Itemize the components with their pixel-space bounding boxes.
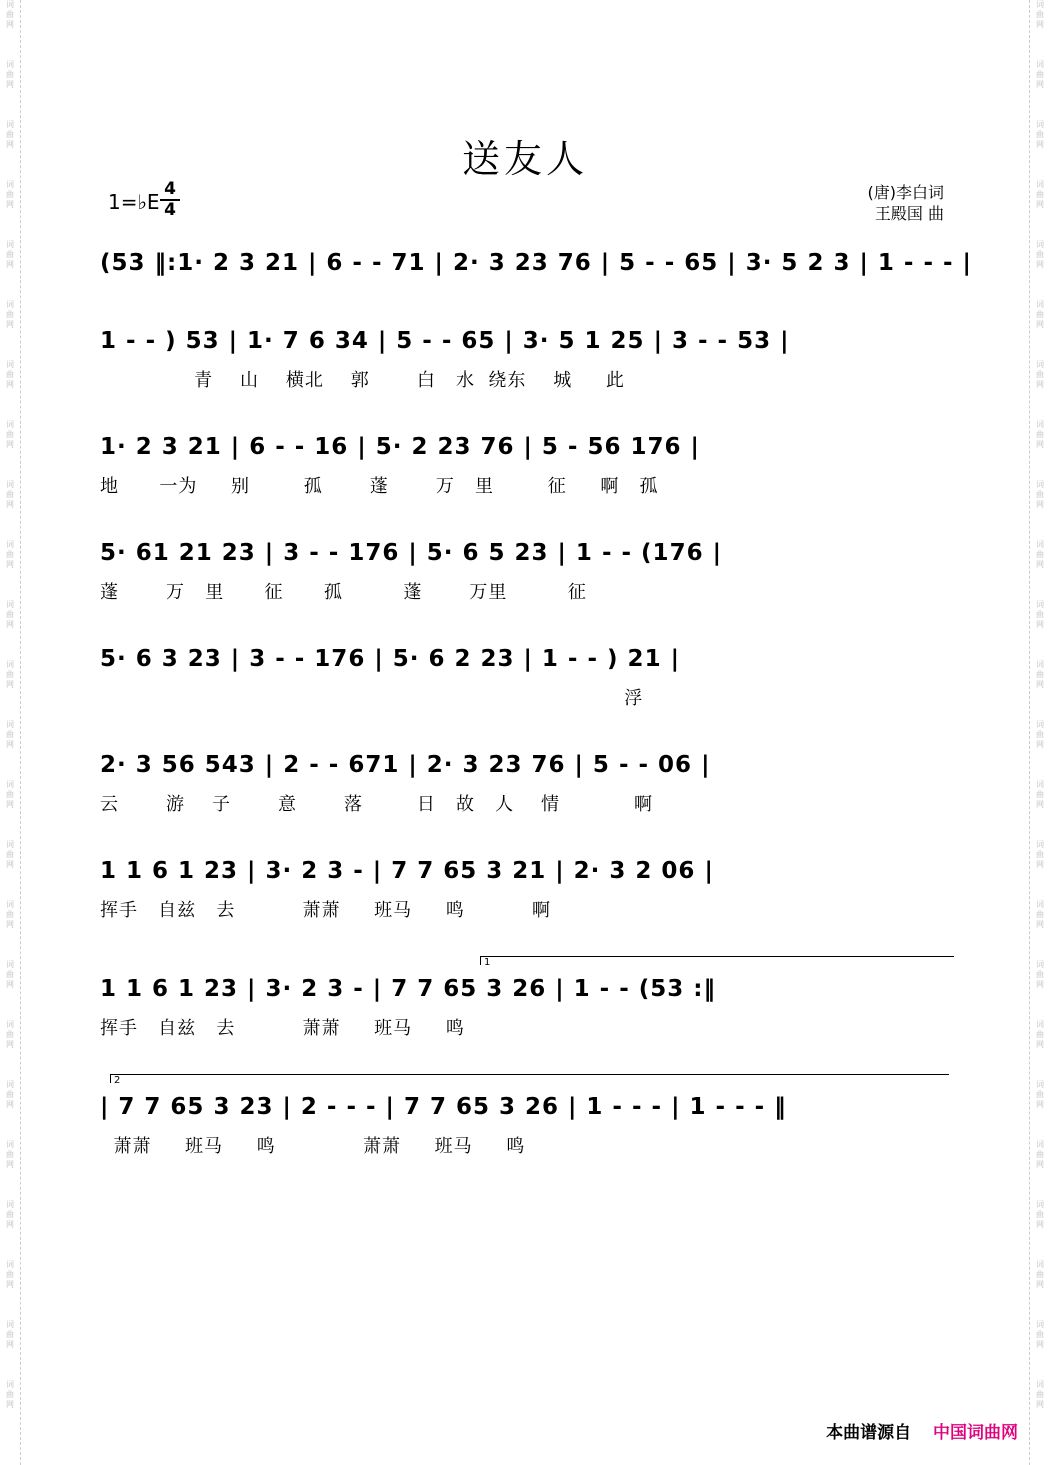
- score-row-7: [92, 848, 952, 921]
- lyrics-line: 萧萧 班马 鸣 萧萧 班马 鸣: [100, 1136, 526, 1157]
- score-row-4: [92, 530, 952, 603]
- watermark-stamp: 词 曲 网: [6, 1260, 14, 1289]
- watermark-stamp: 词 曲 网: [6, 240, 14, 269]
- lyricist: (唐)李白词: [867, 183, 944, 202]
- lyrics-line: 青 山 横北 郭 白 水 绕东 城 此: [100, 370, 625, 391]
- watermark-stamp: 词 曲 网: [6, 900, 14, 929]
- watermark-stamp: 词 曲 网: [6, 1080, 14, 1109]
- watermark-stamp: 词 曲 网: [1036, 120, 1044, 149]
- notes-line: 2· 3 56 543 | 2 - - 671 | 2· 3 23 76 | 5 - - 06 |: [100, 752, 711, 778]
- watermark-stamp: 词 曲 网: [1036, 780, 1044, 809]
- watermark-stamp: 词 曲 网: [1036, 1080, 1044, 1109]
- watermark-stamp: 词 曲 网: [1036, 660, 1044, 689]
- score-row-2: [92, 318, 952, 391]
- watermark-stamp: 词 曲 网: [6, 1140, 14, 1169]
- score-row-6: [92, 742, 952, 815]
- watermark-stamp: 词 曲 网: [6, 1320, 14, 1349]
- watermark-stamp: 词 曲 网: [1036, 1260, 1044, 1289]
- song-title: 送友人: [461, 137, 588, 181]
- notes-line: 5· 6 3 23 | 3 - - 176 | 5· 6 2 23 | 1 - - ) 21 |: [100, 646, 680, 672]
- watermark-stamp: 词 曲 网: [1036, 0, 1044, 29]
- time-signature: [160, 180, 180, 220]
- watermark-stamp: 词 曲 网: [6, 780, 14, 809]
- score-row-3: [92, 424, 952, 497]
- watermark-stamp: 词 曲 网: [6, 60, 14, 89]
- watermark-stamp: 词 曲 网: [1036, 1380, 1044, 1409]
- time-top: 4: [164, 179, 176, 199]
- watermark-stamp: 词 曲 网: [1036, 180, 1044, 209]
- watermark-stamp: 词 曲 网: [1036, 60, 1044, 89]
- watermark-stamp: 词 曲 网: [1036, 960, 1044, 989]
- watermark-stamp: 词 曲 网: [1036, 540, 1044, 569]
- volta-bracket-1: 1: [480, 956, 954, 965]
- watermark-stamp: 词 曲 网: [1036, 300, 1044, 329]
- watermark-stamp: 词 曲 网: [1036, 720, 1044, 749]
- watermark-stamp: 词 曲 网: [1036, 900, 1044, 929]
- watermark-stamp: 词 曲 网: [6, 300, 14, 329]
- watermark-stamp: 词 曲 网: [1036, 1200, 1044, 1229]
- notes-line: 1 1 6 1 23 | 3· 2 3 - | 7 7 65 3 21 | 2· 3 2 06 |: [100, 858, 714, 884]
- composer: 王殿国 曲: [874, 204, 944, 223]
- volta-bracket-2: 2: [110, 1074, 949, 1083]
- watermark-stamp: 词 曲 网: [1036, 840, 1044, 869]
- watermark-stamp: 词 曲 网: [6, 420, 14, 449]
- notes-line: 5· 61 21 23 | 3 - - 176 | 5· 6 5 23 | 1 - - (176 |: [100, 540, 722, 566]
- lyrics-line: 挥手 自兹 去 萧萧 班马 鸣 啊: [100, 900, 551, 921]
- watermark-stamp: 词 曲 网: [6, 600, 14, 629]
- watermark-stamp: 词 曲 网: [6, 360, 14, 389]
- footer-source-label: 本曲谱源自: [826, 1423, 912, 1443]
- source-footer: [826, 1418, 1018, 1443]
- watermark-stamp: 词 曲 网: [6, 1380, 14, 1409]
- lyrics-line: 地 一为 别 孤 蓬 万 里 征 啊 孤: [100, 476, 659, 497]
- watermark-stamp: 词 曲 网: [1036, 420, 1044, 449]
- score-row-5: [92, 636, 952, 709]
- time-bottom: 4: [160, 199, 180, 220]
- watermark-stamp: 词 曲 网: [6, 480, 14, 509]
- watermark-stamp: 词 曲 网: [1036, 1320, 1044, 1349]
- lyrics-line: 蓬 万 里 征 孤 蓬 万里 征: [100, 582, 587, 603]
- right-watermark-strip: [1029, 0, 1050, 1465]
- watermark-stamp: 词 曲 网: [6, 0, 14, 29]
- left-watermark-strip: [0, 0, 21, 1465]
- notes-line: 1· 2 3 21 | 6 - - 16 | 5· 2 23 76 | 5 - 56 176 |: [100, 434, 700, 460]
- watermark-stamp: 词 曲 网: [1036, 480, 1044, 509]
- watermark-stamp: 词 曲 网: [1036, 360, 1044, 389]
- watermark-stamp: 词 曲 网: [6, 540, 14, 569]
- score-row-9: [92, 1075, 952, 1157]
- credits: [868, 182, 945, 224]
- score-row-1: [92, 240, 972, 286]
- footer-site-link[interactable]: 中国词曲网: [933, 1423, 1018, 1443]
- lyrics-line: 浮: [100, 688, 644, 709]
- lyrics-line: 云 游 子 意 落 日 故 人 情 啊: [100, 794, 653, 815]
- watermark-stamp: 词 曲 网: [6, 840, 14, 869]
- watermark-stamp: 词 曲 网: [6, 1020, 14, 1049]
- notes-line: (53 ‖:1· 2 3 21 | 6 - - 71 | 2· 3 23 76 | 5 - - 65 | 3· 5 2 3 | 1 - - - |: [100, 250, 972, 276]
- score-row-8: [92, 957, 952, 1039]
- lyrics-line: 挥手 自兹 去 萧萧 班马 鸣: [100, 1018, 465, 1039]
- watermark-stamp: 词 曲 网: [6, 180, 14, 209]
- watermark-stamp: 词 曲 网: [1036, 1140, 1044, 1169]
- watermark-stamp: 词 曲 网: [6, 120, 14, 149]
- watermark-stamp: 词 曲 网: [1036, 1020, 1044, 1049]
- watermark-stamp: 词 曲 网: [1036, 600, 1044, 629]
- watermark-stamp: 词 曲 网: [6, 960, 14, 989]
- watermark-stamp: 词 曲 网: [6, 1200, 14, 1229]
- watermark-stamp: 词 曲 网: [6, 660, 14, 689]
- watermark-stamp: 词 曲 网: [6, 720, 14, 749]
- key-signature: 1=♭E: [108, 190, 160, 214]
- notes-line: | 7 7 65 3 23 | 2 - - - | 7 7 65 3 26 | 1 - - - | 1 - - - ‖: [100, 1094, 787, 1120]
- notes-line: 1 - - ) 53 | 1· 7 6 34 | 5 - - 65 | 3· 5 1 25 | 3 - - 53 |: [100, 328, 790, 354]
- watermark-stamp: 词 曲 网: [1036, 240, 1044, 269]
- notes-line: 1 1 6 1 23 | 3· 2 3 - | 7 7 65 3 26 | 1 - - (53 :‖: [100, 976, 717, 1002]
